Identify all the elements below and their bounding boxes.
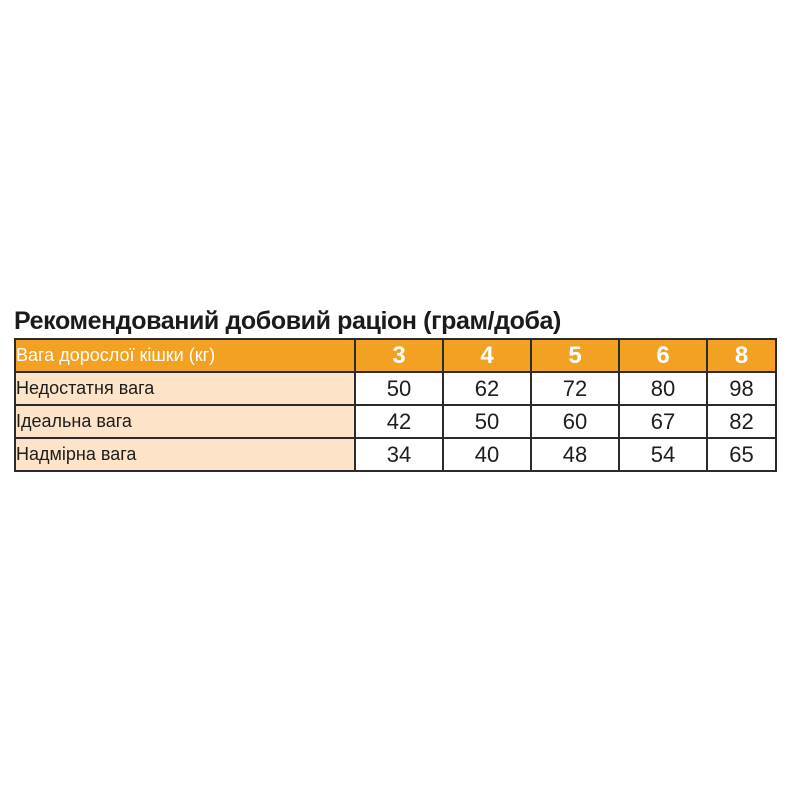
table-cell: 80 (619, 372, 707, 405)
feeding-guide (11, 305, 789, 472)
header-weight-3: 3 (355, 339, 443, 372)
table-cell: 82 (707, 405, 776, 438)
table-cell: 40 (443, 438, 531, 471)
table-cell: 50 (355, 372, 443, 405)
header-weight-8: 8 (707, 339, 776, 372)
table-cell: 67 (619, 405, 707, 438)
table-cell: 34 (355, 438, 443, 471)
header-weight-5: 5 (531, 339, 619, 372)
table-cell: 60 (531, 405, 619, 438)
table-title: Рекомендований добовий раціон (грам/доба) (14, 307, 561, 335)
table-cell: 50 (443, 405, 531, 438)
row-label-overweight: Надмірна вага (15, 438, 355, 471)
table-cell: 72 (531, 372, 619, 405)
table-row (15, 405, 776, 438)
table-row (15, 438, 776, 471)
table-cell: 62 (443, 372, 531, 405)
row-label-underweight: Недостатня вага (15, 372, 355, 405)
table-cell: 48 (531, 438, 619, 471)
feeding-table (14, 338, 777, 472)
header-weight-6: 6 (619, 339, 707, 372)
table-cell: 65 (707, 438, 776, 471)
table-cell: 42 (355, 405, 443, 438)
header-row (15, 339, 776, 372)
table-cell: 54 (619, 438, 707, 471)
table-cell: 98 (707, 372, 776, 405)
header-weight-label: Вага дорослої кішки (кг) (15, 339, 355, 372)
header-weight-4: 4 (443, 339, 531, 372)
table-row (15, 372, 776, 405)
row-label-ideal: Ідеальна вага (15, 405, 355, 438)
